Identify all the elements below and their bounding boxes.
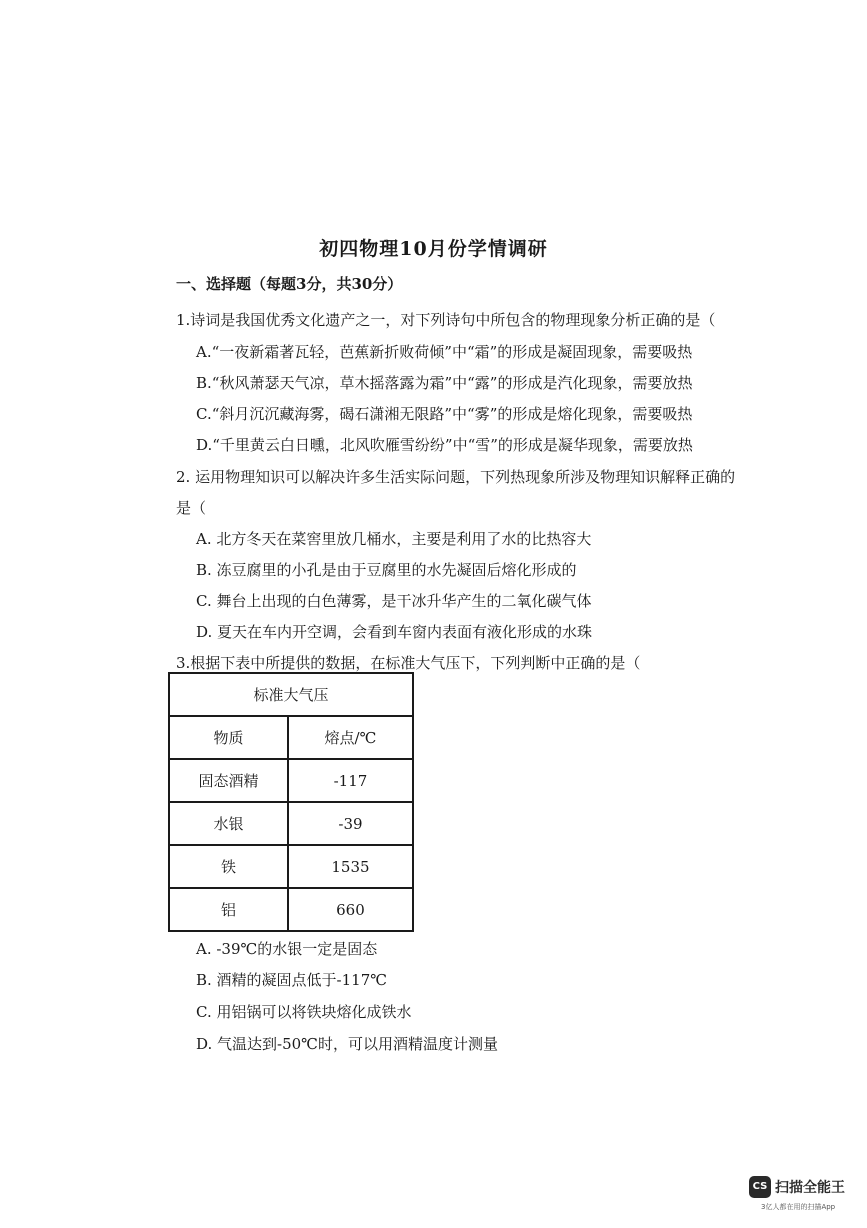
question-1-option-a: A.“一夜新霜著瓦轻，芭蕉新折败荷倾”中“霜”的形成是凝固现象，需要吸热 [196,343,693,361]
question-2-stem-line-2: 是（ [176,499,207,517]
page-title: 初四物理10月份学情调研 [319,238,548,260]
question-3-option-d: D. 气温达到-50℃时，可以用酒精温度计测量 [196,1035,498,1053]
question-3-option-a: A. -39℃的水银一定是固态 [196,940,378,958]
question-2-stem-line-1: 2. 运用物理知识可以解决许多生活实际问题，下列热现象所涉及物理知识解释正确的 [176,468,736,486]
question-2-option-b: B. 冻豆腐里的小孔是由于豆腐里的水先凝固后熔化形成的 [196,561,577,579]
table-row [169,759,413,802]
scanner-watermark [749,1176,861,1220]
column-header-substance: 物质 [169,716,288,759]
table-row [169,845,413,888]
question-2-option-a: A. 北方冬天在菜窖里放几桶水，主要是利用了水的比热容大 [196,530,592,548]
melting-point-table [168,672,414,932]
camscanner-logo-icon: CS [749,1176,771,1198]
question-3-option-b: B. 酒精的凝固点低于-117℃ [196,971,388,989]
table-cell-substance: 铝 [169,888,288,931]
table-cell-substance: 铁 [169,845,288,888]
section-heading: 一、选择题（每题3分，共30分） [176,275,403,293]
table-column-header-row [169,716,413,759]
column-header-melting-point: 熔点/℃ [288,716,413,759]
question-1-option-b: B.“秋风萧瑟天气凉，草木摇落露为霜”中“露”的形成是汽化现象，需要放热 [196,374,693,392]
question-1-stem: 1.诗词是我国优秀文化遗产之一，对下列诗句中所包含的物理现象分析正确的是（ [176,311,716,329]
question-3-option-c: C. 用铝锅可以将铁块熔化成铁水 [196,1003,412,1021]
table-cell-melting-point: 1535 [288,845,413,888]
question-2-option-c: C. 舞台上出现的白色薄雾，是干冰升华产生的二氧化碳气体 [196,592,592,610]
table-row [169,802,413,845]
table-cell-substance: 水银 [169,802,288,845]
table-cell-melting-point: 660 [288,888,413,931]
watermark-tagline: 3亿人都在用的扫描App [761,1203,836,1211]
question-1-option-c: C.“斜月沉沉藏海雾，碣石潇湘无限路”中“雾”的形成是熔化现象，需要吸热 [196,405,693,423]
table-cell-melting-point: -39 [288,802,413,845]
table-header-row [169,673,413,716]
question-1-option-d: D.“千里黄云白日曛，北风吹雁雪纷纷”中“雪”的形成是凝华现象，需要放热 [196,436,693,454]
watermark-brand: 扫描全能王 [775,1180,845,1196]
table-cell-substance: 固态酒精 [169,759,288,802]
question-3-stem: 3.根据下表中所提供的数据，在标准大气压下，下列判断中正确的是（ [176,654,641,672]
table-header-cell: 标准大气压 [169,673,413,716]
table-row [169,888,413,931]
table-cell-melting-point: -117 [288,759,413,802]
question-2-option-d: D. 夏天在车内开空调，会看到车窗内表面有液化形成的水珠 [196,623,593,641]
